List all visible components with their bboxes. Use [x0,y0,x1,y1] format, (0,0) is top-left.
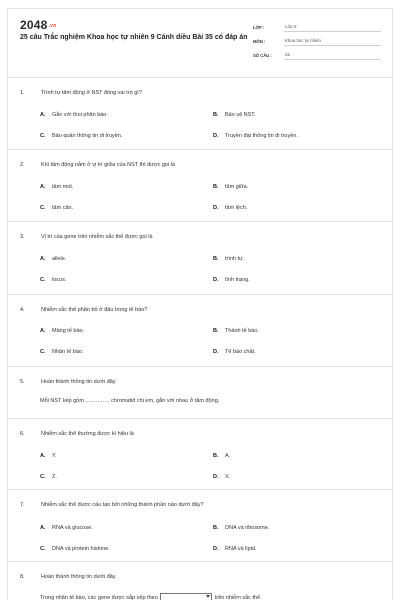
question-text: 5. Hoàn thành thông tin dưới đây. [20,379,117,385]
worksheet-header [8,9,392,71]
option-a[interactable]: A. allele. [40,256,67,262]
option-d[interactable]: D. X. [213,474,231,480]
site-logo[interactable]: 2048.vn [20,18,57,32]
question-5 [8,367,392,419]
question-6 [8,419,392,490]
option-a[interactable]: A. Y. [40,453,57,459]
question-4 [8,295,392,367]
question-text: 7. Nhiễm sắc thể được cấu tạo bởi những thành phần nào dưới đây? [20,502,204,508]
meta-value: 25 [284,52,381,60]
fill-in-sentence: Mỗi NST kép gồm .............. chromatid chị em, gắn với nhau ở tâm động. [40,398,220,404]
question-text: 4. Nhiễm sắc thể phân bố ở đâu trong tế bào? [20,307,148,313]
chevron-down-icon [206,595,210,598]
option-c[interactable]: C. Bảo quản thông tin di truyền. [40,133,123,139]
question-text: 3. Vị trí của gene trên nhiễm sắc thể được gọi là [20,234,153,240]
option-b[interactable]: B. Bảo vệ NST. [213,112,256,118]
question-text: 1. Trình tự tâm động ở NST đóng vai trò gì? [20,90,142,96]
meta-label: MÔN : [253,39,266,44]
option-a[interactable]: A. Màng tế bào. [40,328,85,334]
question-7 [8,490,392,562]
option-c[interactable]: C. Z. [40,474,57,480]
question-text: 6. Nhiễm sắc thể thường được kí hiệu là [20,431,134,437]
option-b[interactable]: B. Thành tế bào. [213,328,259,334]
question-list [8,78,392,600]
meta-value: Lớp 9 [284,24,381,32]
option-d[interactable]: D. tâm lệch. [213,205,248,211]
option-b[interactable]: B. trình tự. [213,256,245,262]
option-d[interactable]: D. Truyền đạt thông tin di truyền. [213,133,298,139]
question-1 [8,78,392,150]
option-d[interactable]: D. tình trạng. [213,277,250,283]
option-c[interactable]: C. locus. [40,277,67,283]
question-text: 8. Hoàn thành thông tin dưới đây. [20,574,117,580]
worksheet-title: 25 câu Trắc nghiệm Khoa học tự nhiên 9 Cánh diều Bài 35 có đáp án [20,34,248,41]
option-b[interactable]: B. A. [213,453,231,459]
answer-dropdown[interactable] [160,593,212,600]
option-c[interactable]: C. tâm cân. [40,205,74,211]
option-a[interactable]: A. Gắn với thoi phân bào. [40,112,108,118]
question-text: 2. Khi tâm động nằm ở vị trí giữa của NST thì được gọi là [20,162,176,168]
option-c[interactable]: C. DNA và protein histone. [40,546,110,552]
meta-value: Khoa học tự nhiên [284,38,381,46]
fill-in-sentence: Trong nhân tế bào, các gene được sắp xếp theo trên nhiễm sắc thể. [40,595,262,600]
option-d[interactable]: D. Tế bào chất. [213,349,256,355]
worksheet-page [7,8,393,600]
option-b[interactable]: B. DNA và ribosome. [213,525,270,531]
worksheet-meta [253,19,381,61]
question-2 [8,150,392,222]
fill-blank[interactable]: .............. [85,398,110,404]
question-8 [8,562,392,600]
meta-grade [253,19,381,32]
meta-label: SỐ CÂU : [253,53,272,58]
option-c[interactable]: C. Nhân tế bào. [40,349,84,355]
meta-label: LỚP : [253,25,265,30]
option-a[interactable]: A. tâm mút. [40,184,74,190]
meta-subject [253,33,381,46]
meta-question-count [253,47,381,60]
option-a[interactable]: A. RNA và glucose. [40,525,93,531]
option-d[interactable]: D. RNA và lipid. [213,546,257,552]
option-b[interactable]: B. tâm giữa. [213,184,249,190]
question-3 [8,222,392,295]
